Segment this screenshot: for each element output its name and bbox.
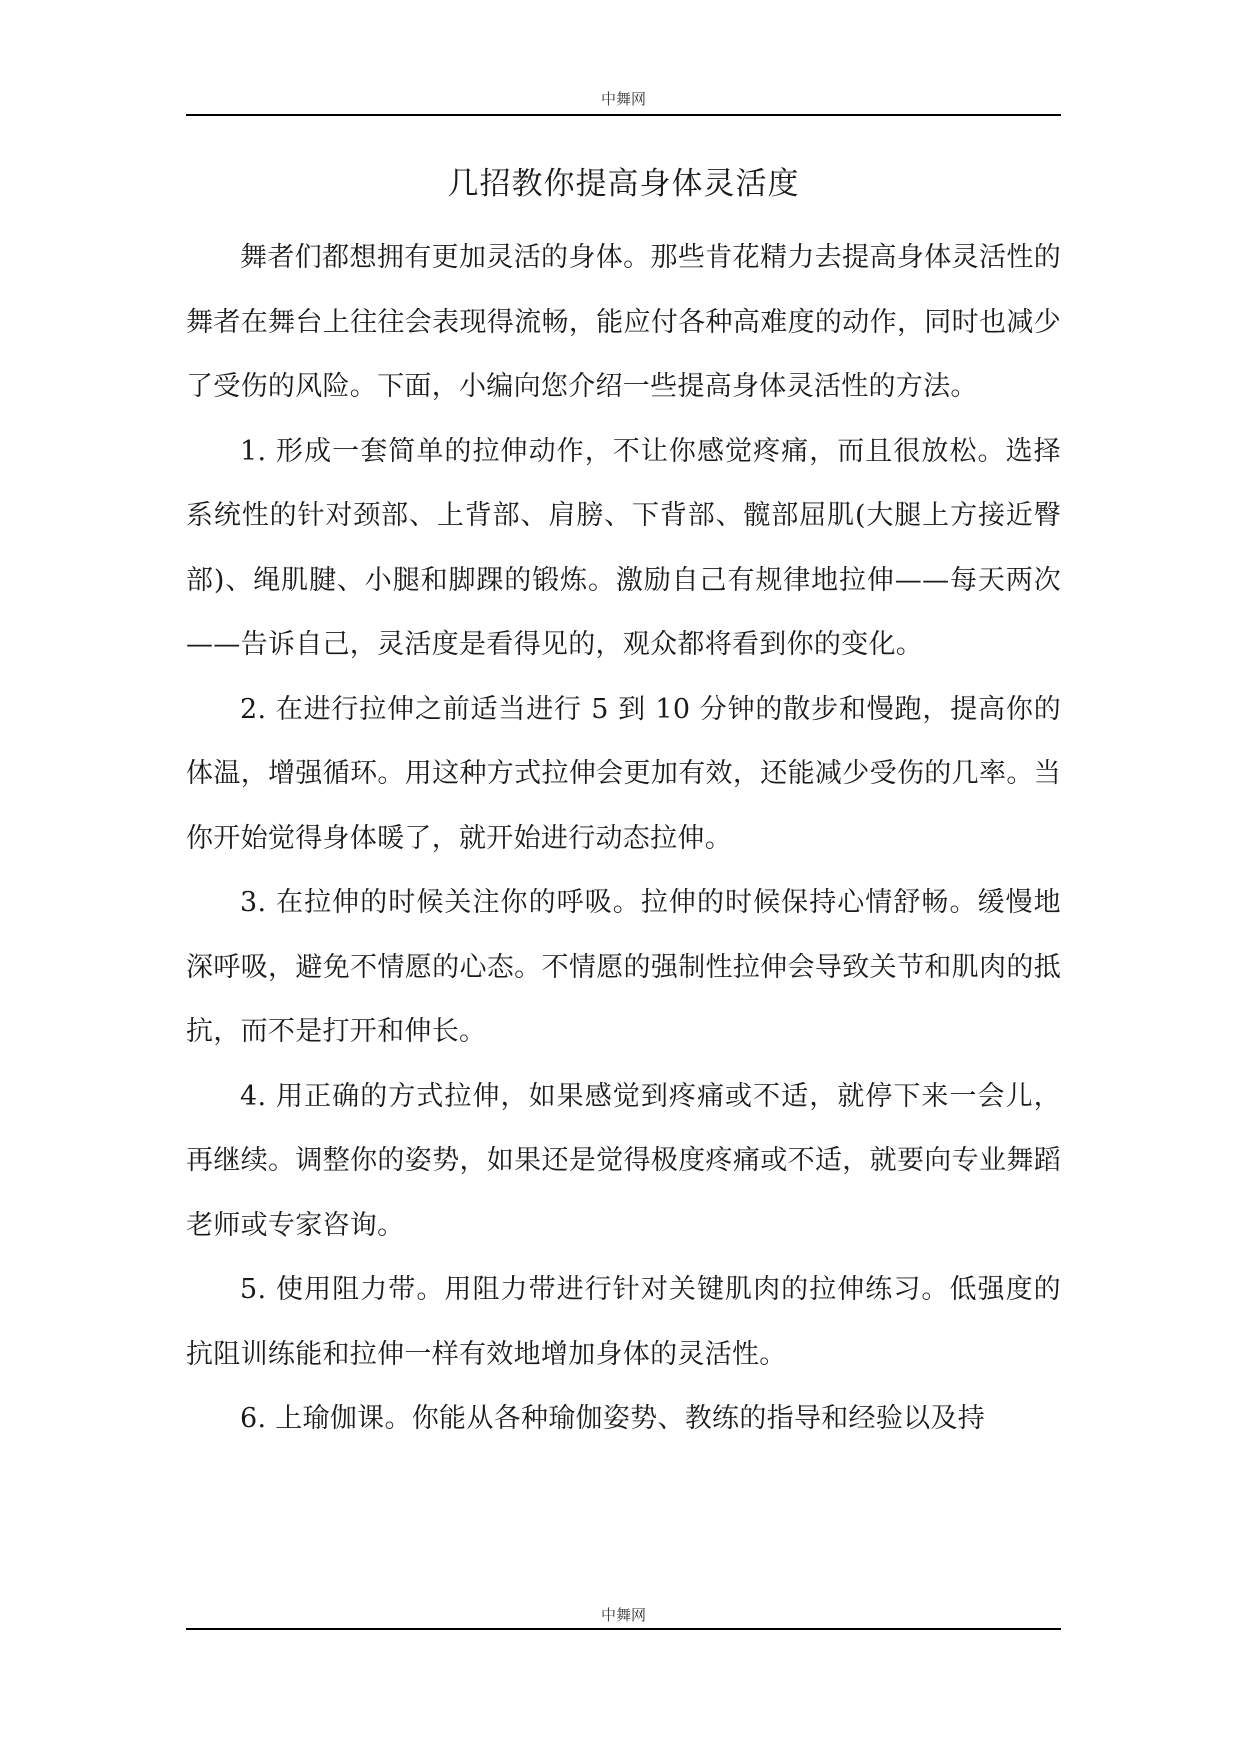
- footer-divider: [186, 1628, 1061, 1630]
- intro-paragraph: 舞者们都想拥有更加灵活的身体。那些肯花精力去提高身体灵活性的舞者在舞台上往往会表现得流畅，能应付各种高难度的动作，同时也减少了受伤的风险。下面，小编向您介绍一些提高身体灵活性的方法。: [186, 242, 1061, 402]
- tip-paragraph-3: 3. 在拉伸的时候关注你的呼吸。拉伸的时候保持心情舒畅。缓慢地深呼吸，避免不情愿的心态。不情愿的强制性拉伸会导致关节和肌肉的抵抗，而不是打开和伸长。: [186, 887, 1061, 1047]
- tip-paragraph-2: 2. 在进行拉伸之前适当进行 5 到 10 分钟的散步和慢跑，提高你的体温，增强循环。用这种方式拉伸会更加有效，还能减少受伤的几率。当你开始觉得身体暖了，就开始进行动态拉伸。: [186, 693, 1061, 854]
- document-title: 几招教你提高身体灵活度: [447, 166, 800, 202]
- document-body: [186, 226, 1061, 1452]
- tip-paragraph-6: 6. 上瑜伽课。你能从各种瑜伽姿势、教练的指导和经验以及持: [240, 1403, 986, 1434]
- tip-paragraph-4: 4. 用正确的方式拉伸，如果感觉到疼痛或不适，就停下来一会儿，再继续。调整你的姿势，如果还是觉得极度疼痛或不适，就要向专业舞蹈老师或专家咨询。: [186, 1080, 1061, 1241]
- page-header: 中舞网: [600, 90, 646, 108]
- page-footer: 中舞网: [600, 1606, 646, 1624]
- tip-paragraph-1: 1. 形成一套简单的拉伸动作，不让你感觉疼痛，而且很放松。选择系统性的针对颈部、上背部、肩膀、下背部、髋部屈肌(大腿上方接近臀部)、绳肌腱、小腿和脚踝的锻炼。激励自己有规律地拉伸——每天两次——告诉自己，灵活度是看得见的，观众都将看到你的变化。: [186, 435, 1061, 660]
- tip-paragraph-5: 5. 使用阻力带。用阻力带进行针对关键肌肉的拉伸练习。低强度的抗阻训练能和拉伸一样有效地增加身体的灵活性。: [186, 1274, 1061, 1370]
- header-divider: [186, 114, 1061, 116]
